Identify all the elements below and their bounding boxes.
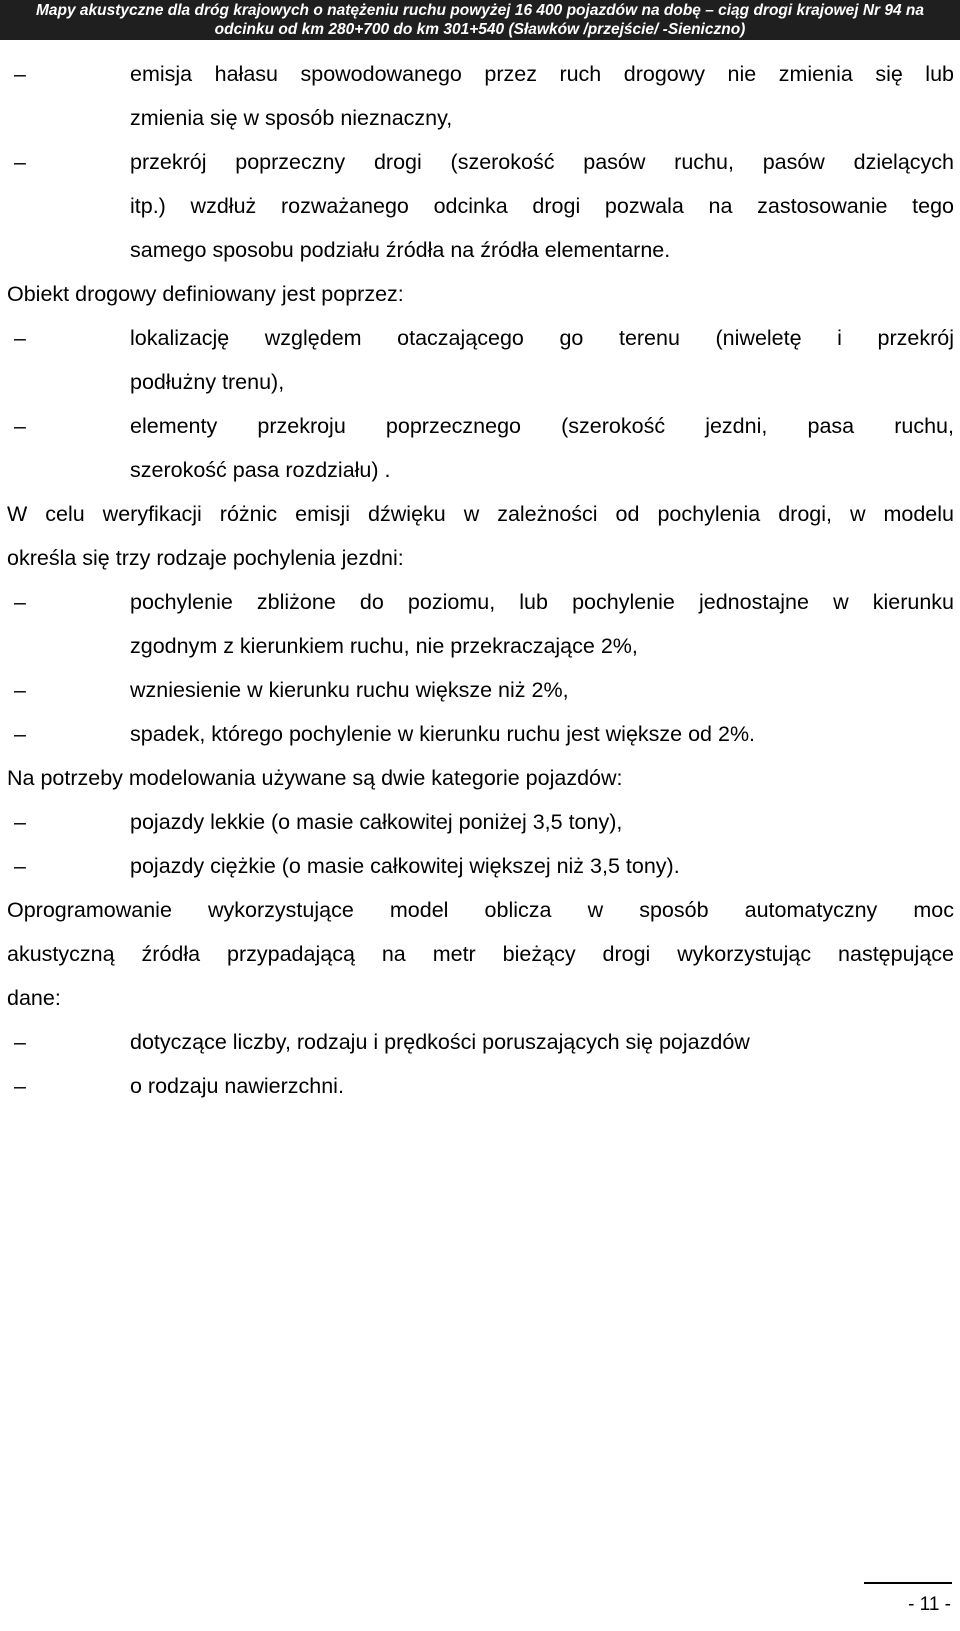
- list-item-continuation: [130, 360, 954, 404]
- page-number: - 11 -: [908, 1594, 951, 1615]
- list-item: [14, 800, 954, 844]
- list-item-text: lokalizację względem otaczającego go terenu (niweletę i przekrój: [130, 326, 954, 350]
- list-item-continuation: [130, 184, 954, 228]
- list-item: [14, 316, 954, 360]
- paragraph-text: Obiekt drogowy definiowany jest poprzez:: [7, 282, 404, 306]
- list-item-text: dotyczące liczby, rodzaju i prędkości poruszających się pojazdów: [130, 1030, 750, 1054]
- list-item: [14, 140, 954, 184]
- paragraph-line: [7, 888, 954, 932]
- header-title-line-2: odcinku od km 280+700 do km 301+540 (Sławków /przejście/ -Sieniczno): [214, 21, 746, 38]
- dash-bullet: –: [14, 590, 26, 614]
- dash-bullet: –: [14, 1074, 26, 1098]
- dash-bullet: –: [14, 1030, 26, 1054]
- dash-bullet: –: [14, 326, 26, 350]
- list-item-text: przekrój poprzeczny drogi (szerokość pasów ruchu, pasów dzielących: [130, 150, 954, 174]
- paragraph-text: W celu weryfikacji różnic emisji dźwięku w zależności od pochylenia drogi, w modelu: [7, 502, 954, 526]
- header-title-line-1: Mapy akustyczne dla dróg krajowych o natężeniu ruchu powyżej 16 400 pojazdów na dobę – ciąg drogi krajowej Nr 94 na: [35, 2, 925, 19]
- paragraph-line: [7, 536, 954, 580]
- list-item: [14, 668, 954, 712]
- list-item-text: itp.) wzdłuż rozważanego odcinka drogi pozwala na zastosowanie tego: [130, 194, 954, 218]
- list-item-text: pochylenie zbliżone do poziomu, lub pochylenie jednostajne w kierunku: [130, 590, 954, 614]
- dash-bullet: –: [14, 678, 26, 702]
- paragraph-text: określa się trzy rodzaje pochylenia jezdni:: [7, 546, 404, 570]
- document-body: [7, 52, 954, 1108]
- list-item: [14, 52, 954, 96]
- list-item-text: wzniesienie w kierunku ruchu większe niż 2%,: [130, 678, 569, 702]
- list-item-text: o rodzaju nawierzchni.: [130, 1074, 344, 1098]
- dash-bullet: –: [14, 722, 26, 746]
- dash-bullet: –: [14, 62, 26, 86]
- document-header: [0, 0, 960, 40]
- paragraph-text: akustyczną źródła przypadającą na metr bieżący drogi wykorzystując następujące: [7, 942, 954, 966]
- paragraph-line: [7, 976, 954, 1020]
- paragraph-text: Na potrzeby modelowania używane są dwie kategorie pojazdów:: [7, 766, 623, 790]
- list-item: [14, 404, 954, 448]
- list-item-continuation: [130, 448, 954, 492]
- dash-bullet: –: [14, 854, 26, 878]
- list-item-text: pojazdy ciężkie (o masie całkowitej większej niż 3,5 tony).: [130, 854, 680, 878]
- paragraph-text: dane:: [7, 986, 61, 1010]
- list-item-continuation: [130, 228, 954, 272]
- list-item-text: podłużny trenu),: [130, 370, 285, 394]
- list-item: [14, 1064, 954, 1108]
- list-item-text: szerokość pasa rozdziału) .: [130, 458, 391, 482]
- paragraph-line: [7, 492, 954, 536]
- paragraph-line: [7, 272, 954, 316]
- paragraph-line: [7, 756, 954, 800]
- list-item-text: zgodnym z kierunkiem ruchu, nie przekraczające 2%,: [130, 634, 638, 658]
- paragraph-text: Oprogramowanie wykorzystujące model oblicza w sposób automatyczny moc: [7, 898, 954, 922]
- list-item-text: emisja hałasu spowodowanego przez ruch drogowy nie zmienia się lub: [130, 62, 954, 86]
- list-item: [14, 844, 954, 888]
- list-item-continuation: [130, 624, 954, 668]
- list-item: [14, 1020, 954, 1064]
- list-item-text: elementy przekroju poprzecznego (szerokość jezdni, pasa ruchu,: [130, 414, 954, 438]
- dash-bullet: –: [14, 414, 26, 438]
- footer-divider: [864, 1582, 952, 1584]
- list-item-text: samego sposobu podziału źródła na źródła elementarne.: [130, 238, 671, 262]
- list-item: [14, 712, 954, 756]
- list-item-continuation: [130, 96, 954, 140]
- paragraph-line: [7, 932, 954, 976]
- list-item-text: spadek, którego pochylenie w kierunku ruchu jest większe od 2%.: [130, 722, 756, 746]
- list-item-text: zmienia się w sposób nieznaczny,: [130, 106, 453, 130]
- dash-bullet: –: [14, 810, 26, 834]
- dash-bullet: –: [14, 150, 26, 174]
- list-item-text: pojazdy lekkie (o masie całkowitej poniżej 3,5 tony),: [130, 810, 623, 834]
- list-item: [14, 580, 954, 624]
